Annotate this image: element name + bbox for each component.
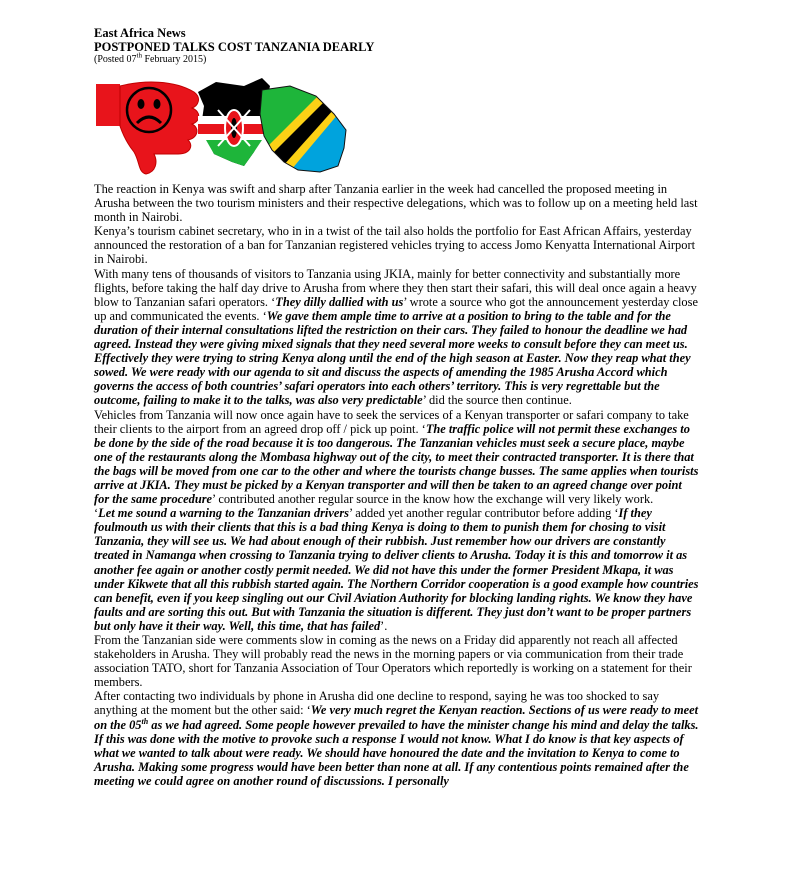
paragraph-3-text: With many tens of thousands of visitors to Tanzania using JKIA, mainly for better connectivity and substantially more flights, before taking the half day drive to Arusha from where they then start their safari, this will deal once again a heavy blow to Tanzanian safari operators. ‘	[94, 266, 697, 309]
paragraph-5-text: ’ added yet another regular contributor before adding ‘	[349, 506, 619, 521]
paragraph-3	[94, 267, 700, 408]
posted-suffix: February 2015)	[141, 54, 207, 65]
quote: If they foulmouth us with their clients that this is a bad thing Kenya is doing to them to punish them for chosing to visit Tanzania, they will see us. We had about enough of their rubbish. Just remember how our drivers are constantly treated in Namanga when crossing to Tanzania trying to deliver clients to Arusha. Today it is this and tomorrow it as another fee again or another costly permit needed. We did not have this under the former President Mkapa, it was under Kikwete that all this rubbish started again. The Northern Corridor cooperation is a good example how countries can benefit, even if you keep singling out our Civil Aviation Authority for blocking landing rights. We know they have faults and are sorting this out. But with Tanzania the situation is different. They just don’t want to be proper partners but only have it their way. Well, this time, that has failed	[94, 506, 699, 633]
posted-date	[94, 51, 700, 66]
article-header	[94, 26, 700, 66]
paragraph-5	[94, 506, 700, 633]
paragraph-3-text: ’ wrote a source who got the announcement yesterday close up and communicated the events. ‘	[94, 294, 698, 323]
illustration-svg	[94, 76, 364, 176]
quote: We gave them ample time to arrive at a position to bring to the table and for the duration of their internal consultations lifted the restriction on their cars. They failed to honour the deadline we had agreed. Instead they were giving mixed signals that they need several more weeks to consult before they can meet us. Effectively they were trying to string Kenya along until the end of the high season at Easter. Now they reap what they sowed. We were ready with our agenda to sit and discuss the aspects of amending the 1985 Arusha Accord which governs the access of both countries’ safari operators into each others’ territory. This is very regrettable but the outcome, failing to make it to the talks, was also very predictable	[94, 308, 691, 408]
quote: as we had agreed. Some people however prevailed to have the minister change his mind and delay the talks. If this was done with the motive to provoke such a response I would not know. What I do know is that key aspects of what we wanted to talk about were ready. We should have honoured the date and the invitation to Kenya to come to Arusha. Making some progress would have been better than none at all. If any contentious points remained after the meeting we could agree on another round of discussions. I personally	[94, 717, 699, 788]
paragraph-1: The reaction in Kenya was swift and sharp after Tanzania earlier in the week had cancelled the proposed meeting in Arusha between the two tourism ministers and their respective delegations, which was to follow up on a meeting held last month in Nairobi.	[94, 182, 698, 225]
illustration-strip	[94, 76, 364, 176]
tanzania-map-flag-icon	[254, 76, 364, 176]
quote: They dilly dallied with us	[275, 294, 404, 309]
headline: POSTPONED TALKS COST TANZANIA DEARLY	[94, 40, 375, 54]
paragraph-4	[94, 408, 700, 507]
quote: The traffic police will not permit these exchanges to be done by the side of the road because it is too dangerous. The Tanzanian vehicles must seek a secure place, maybe one of the restaurants along the Mombasa highway out of the city, to meet their contracted transporter. It is there that the bags will be moved from one car to the other and where the tourists change busses. The same applies when tourists arrive at JKIA. They must be picked by a Kenyan transporter and will then be taken to an agreed change over point for the same procedure	[94, 421, 699, 507]
paragraph-3-text: ’ did the source then continue.	[422, 393, 572, 408]
posted-prefix: (Posted 07	[94, 54, 137, 65]
site-name: East Africa News	[94, 26, 186, 40]
paragraph-5-text: ‘	[94, 506, 99, 521]
article-body	[94, 182, 700, 788]
paragraph-2: Kenya’s tourism cabinet secretary, who in in a twist of the tail also holds the portfolio for East African Affairs, yesterday announced the restoration of a ban for Tanzanian registered vehicles trying to access Jomo Kenyatta International Airport in Nairobi.	[94, 224, 696, 267]
paragraph-6: From the Tanzanian side were comments slow in coming as the news on a Friday did apparently not reach all affected stakeholders in Arusha. They will probably read the news in the morning papers or via communication from their trade association TATO, short for Tanzania Association of Tour Operators which reportedly is working on a statement for their members.	[94, 633, 692, 690]
paragraph-5-text: ’.	[380, 618, 388, 633]
kenya-map-flag-icon	[198, 78, 270, 166]
quote-sup: th	[141, 716, 149, 726]
quote: We very much regret the Kenyan reaction. Sections of us were ready to meet on the 05	[94, 703, 699, 732]
paragraph-7-text: After contacting two individuals by phone in Arusha did one decline to respond, saying he was too shocked to say anything at the moment but the other said: ‘	[94, 689, 660, 718]
paragraph-4-text: ’ contributed another regular source in the know how the exchange will very likely work.	[212, 492, 654, 507]
paragraph-7	[94, 689, 700, 788]
thumbs-down-sad-face-icon	[96, 82, 199, 174]
paragraph-4-text: Vehicles from Tanzania will now once again have to seek the services of a Kenyan transporter or safari company to take their clients to the airport from an agreed drop off / pick up point. ‘	[94, 407, 689, 436]
quote: Let me sound a warning to the Tanzanian drivers	[98, 506, 349, 521]
posted-sup: th	[136, 51, 142, 60]
